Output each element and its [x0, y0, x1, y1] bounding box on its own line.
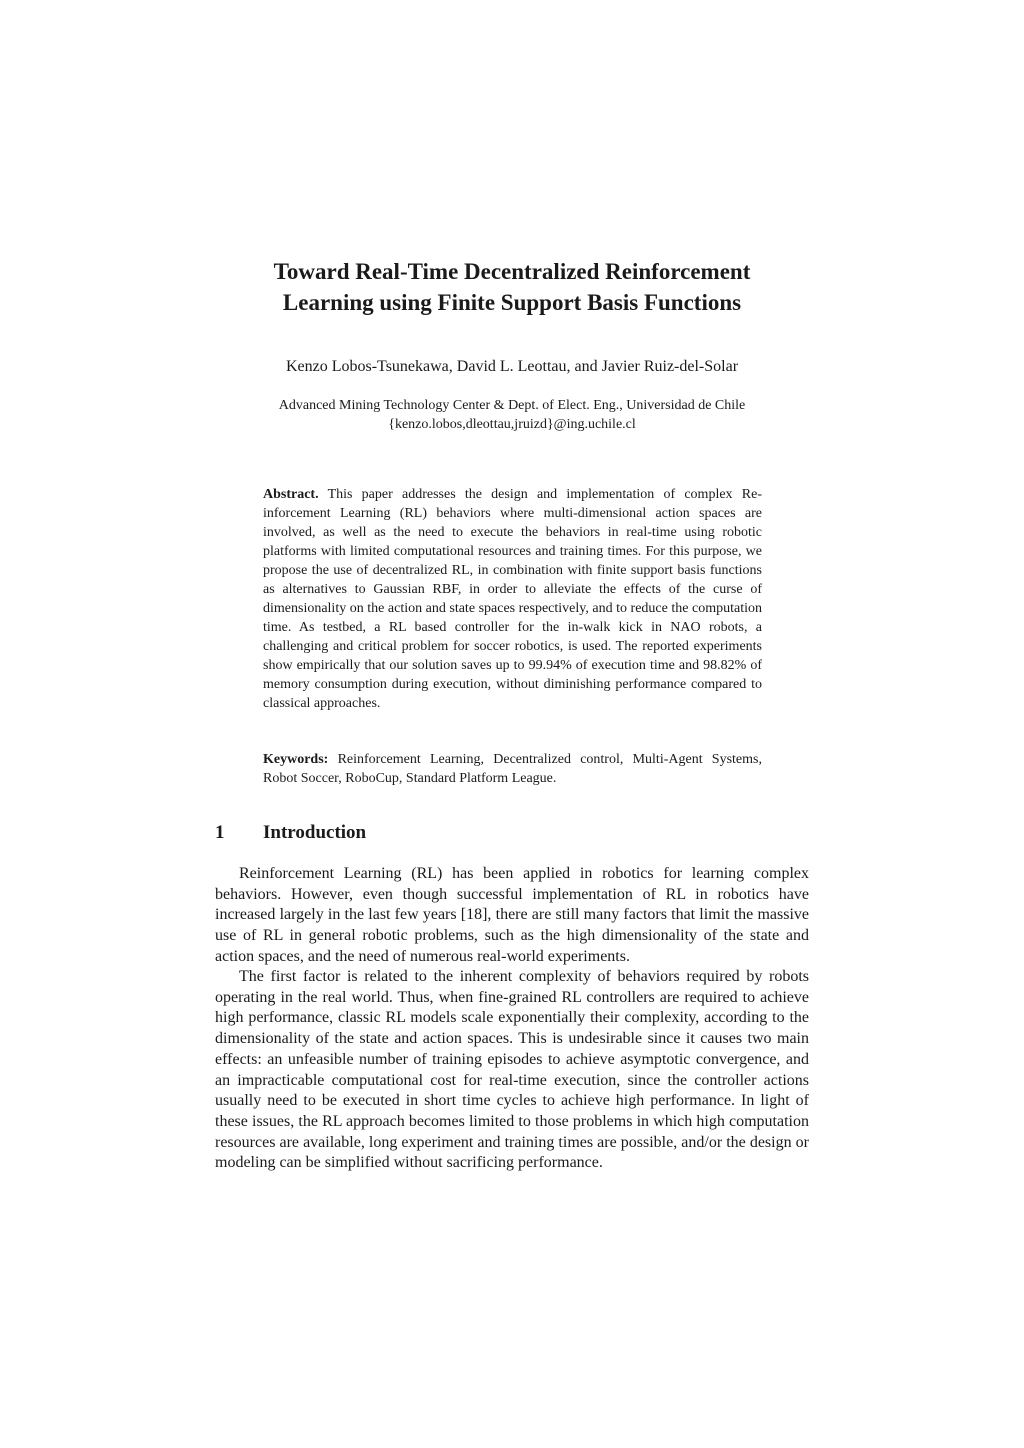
intro-paragraph-2: The first factor is related to the inherent complexity of behaviors required by robots operating in the real world. Thus, when fine-grained RL controllers are required to achieve high performance, classic RL models scale exponentially their complexity, according to the dimensionality of the state and action spaces. This is undesirable since it causes two main effects: an unfeasible number of training episodes to achieve asymptotic convergence, and an impracticable computational cost for real-time execution, since the controller actions usually need to be executed in short time cycles to achieve high performance. In light of these issues, the RL approach becomes limited to those problems in which high computation resources are available, long experiment and training times are possible, and/or the design or modeling can be simplified without sacrificing performance. [215, 968, 809, 1172]
section-heading [215, 820, 815, 846]
paper-authors: Kenzo Lobos-Tsunekawa, David L. Leottau, and Javier Ruiz-del-Solar [285, 358, 739, 375]
paper-affiliation: Advanced Mining Technology Center & Dept. of Elect. Eng., Universidad de Chile [278, 398, 746, 413]
paper-title [0, 256, 1024, 318]
keywords-text: Reinforcement Learning, Decentralized control, Multi-Agent Systems, Robot Soccer, RoboCup, Standard Platform League. [263, 752, 762, 786]
abstract-label: Abstract. [263, 487, 319, 502]
section-number: 1 [215, 822, 225, 843]
abstract-text: This paper addresses the design and implementation of complex Reinforcement Learning (RL) behaviors where multi-dimensional action spaces are involved, as well as the need to execute the behaviors in real-time using robotic platforms with limited computational resources and training times. For this purpose, we propose the use of decentralized RL, in combination with finite support basis functions as alternatives to Gaussian RBF, in order to alleviate the effects of the curse of dimensionality on the action and state spaces respectively, and to reduce the computation time. As testbed, a RL based controller for the in-walk kick in NAO robots, a challenging and critical problem for soccer robotics, is used. The reported experiments show empirically that our solution saves up to 99.94% of execution time and 98.82% of memory consumption during execution, without diminishing performance compared to classical approaches. [263, 487, 762, 711]
keywords-label: Keywords: [263, 752, 329, 767]
paper-emails: {kenzo.lobos,dleottau,jruizd}@ing.uchile.cl [388, 417, 636, 432]
paper-affiliation-block [0, 396, 1024, 434]
keywords [263, 750, 762, 788]
abstract [263, 485, 762, 713]
section-title: Introduction [263, 822, 367, 843]
paper-title-line-1: Toward Real-Time Decentralized Reinforcement [273, 259, 751, 284]
paper-title-line-2: Learning using Finite Support Basis Functions [282, 290, 742, 315]
intro-paragraph-1: Reinforcement Learning (RL) has been applied in robotics for learning complex behaviors. However, even though successful implementation of RL in robotics have increased largely in the last few years [18], there are still many factors that limit the massive use of RL in general robotic problems, such as the high dimensionality of the state and action spaces, and the need of numerous real-world experiments. [215, 865, 809, 965]
